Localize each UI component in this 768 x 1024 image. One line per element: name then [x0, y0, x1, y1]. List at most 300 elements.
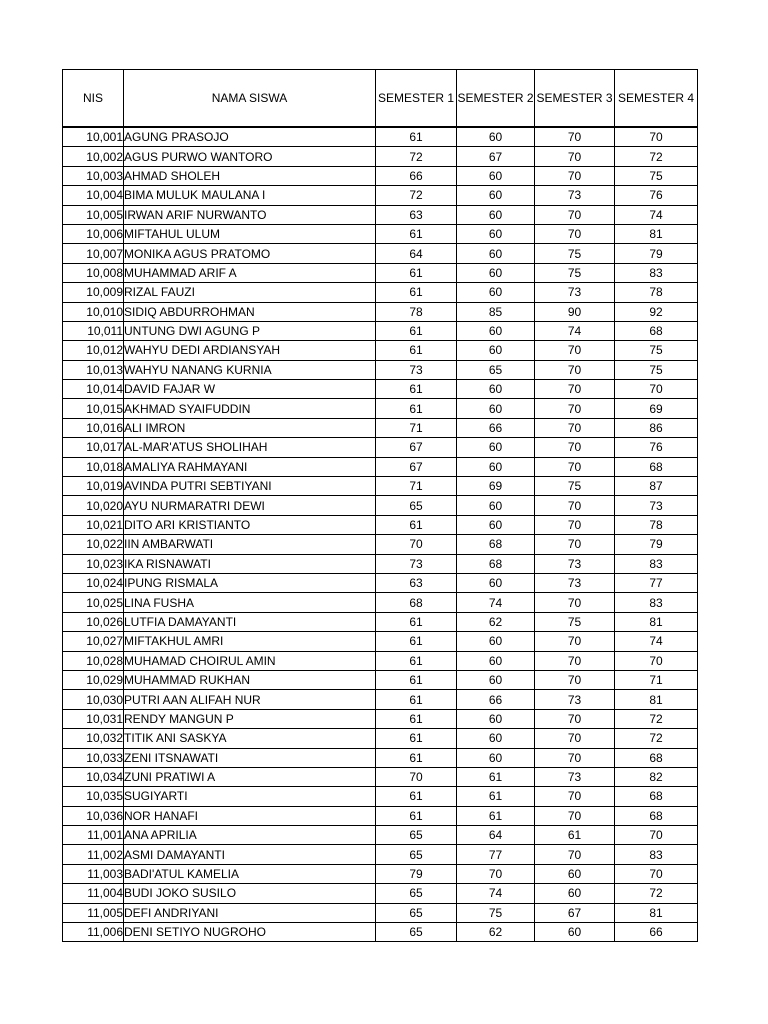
- table-row: [63, 593, 698, 612]
- cell-nis: 10,012: [63, 341, 124, 360]
- header-semester-1: SEMESTER 1: [376, 70, 457, 128]
- cell-semester-1: 61: [376, 729, 457, 748]
- table-row: [63, 186, 698, 205]
- cell-nis: 10,025: [63, 593, 124, 612]
- cell-nis: 10,009: [63, 283, 124, 302]
- cell-nama-siswa: AKHMAD SYAIFUDDIN: [124, 399, 376, 418]
- cell-semester-1: 61: [376, 670, 457, 689]
- cell-semester-2: 62: [457, 923, 535, 942]
- cell-nama-siswa: MUHAMMAD ARIF A: [124, 263, 376, 282]
- cell-nama-siswa: IRWAN ARIF NURWANTO: [124, 205, 376, 224]
- table-row: [63, 418, 698, 437]
- cell-nis: 11,005: [63, 903, 124, 922]
- cell-semester-4: 72: [615, 884, 698, 903]
- table-row: [63, 399, 698, 418]
- cell-nama-siswa: ZUNI PRATIWI A: [124, 767, 376, 786]
- cell-nama-siswa: ZENI ITSNAWATI: [124, 748, 376, 767]
- cell-semester-1: 64: [376, 244, 457, 263]
- cell-nama-siswa: ASMI DAMAYANTI: [124, 845, 376, 864]
- cell-semester-3: 60: [535, 864, 615, 883]
- cell-nama-siswa: MIFTAKHUL AMRI: [124, 632, 376, 651]
- cell-semester-4: 68: [615, 457, 698, 476]
- cell-semester-3: 70: [535, 457, 615, 476]
- cell-nama-siswa: RIZAL FAUZI: [124, 283, 376, 302]
- cell-semester-3: 75: [535, 477, 615, 496]
- cell-nis: 10,013: [63, 360, 124, 379]
- cell-semester-1: 79: [376, 864, 457, 883]
- cell-semester-4: 68: [615, 787, 698, 806]
- cell-semester-4: 82: [615, 767, 698, 786]
- cell-nama-siswa: AL-MAR'ATUS SHOLIHAH: [124, 438, 376, 457]
- cell-nis: 10,021: [63, 515, 124, 534]
- table-row: [63, 166, 698, 185]
- cell-semester-4: 66: [615, 923, 698, 942]
- cell-semester-1: 65: [376, 496, 457, 515]
- cell-semester-1: 73: [376, 360, 457, 379]
- cell-semester-3: 70: [535, 438, 615, 457]
- cell-semester-3: 67: [535, 903, 615, 922]
- cell-nis: 10,011: [63, 321, 124, 340]
- cell-nama-siswa: BIMA MULUK MAULANA I: [124, 186, 376, 205]
- cell-semester-3: 75: [535, 263, 615, 282]
- cell-semester-3: 70: [535, 341, 615, 360]
- cell-semester-1: 61: [376, 787, 457, 806]
- cell-semester-2: 74: [457, 884, 535, 903]
- cell-nama-siswa: WAHYU DEDI ARDIANSYAH: [124, 341, 376, 360]
- cell-semester-2: 61: [457, 787, 535, 806]
- student-grades-table: [62, 69, 698, 942]
- cell-semester-2: 62: [457, 612, 535, 631]
- table-row: [63, 321, 698, 340]
- cell-nama-siswa: SIDIQ ABDURROHMAN: [124, 302, 376, 321]
- cell-nis: 10,001: [63, 127, 124, 147]
- table-row: [63, 147, 698, 166]
- cell-nama-siswa: UNTUNG DWI AGUNG P: [124, 321, 376, 340]
- cell-semester-4: 68: [615, 321, 698, 340]
- cell-nis: 10,027: [63, 632, 124, 651]
- cell-semester-3: 70: [535, 651, 615, 670]
- cell-nama-siswa: BADI'ATUL KAMELIA: [124, 864, 376, 883]
- cell-semester-1: 66: [376, 166, 457, 185]
- cell-semester-4: 72: [615, 147, 698, 166]
- cell-semester-1: 67: [376, 438, 457, 457]
- table-row: [63, 903, 698, 922]
- table-row: [63, 127, 698, 147]
- cell-nis: 10,004: [63, 186, 124, 205]
- cell-semester-3: 70: [535, 496, 615, 515]
- table-row: [63, 341, 698, 360]
- cell-semester-1: 61: [376, 127, 457, 147]
- cell-semester-1: 61: [376, 709, 457, 728]
- cell-semester-3: 70: [535, 166, 615, 185]
- cell-semester-1: 63: [376, 205, 457, 224]
- cell-nis: 10,008: [63, 263, 124, 282]
- cell-semester-2: 60: [457, 573, 535, 592]
- table-row: [63, 380, 698, 399]
- cell-semester-4: 77: [615, 573, 698, 592]
- cell-semester-1: 72: [376, 186, 457, 205]
- cell-semester-3: 70: [535, 593, 615, 612]
- cell-nis: 10,010: [63, 302, 124, 321]
- cell-semester-1: 65: [376, 923, 457, 942]
- cell-nama-siswa: AMALIYA RAHMAYANI: [124, 457, 376, 476]
- cell-semester-3: 70: [535, 709, 615, 728]
- cell-nama-siswa: MIFTAHUL ULUM: [124, 224, 376, 243]
- cell-nama-siswa: ALI IMRON: [124, 418, 376, 437]
- cell-semester-2: 60: [457, 380, 535, 399]
- cell-semester-1: 61: [376, 321, 457, 340]
- cell-nis: 10,030: [63, 690, 124, 709]
- cell-semester-1: 68: [376, 593, 457, 612]
- cell-semester-2: 60: [457, 709, 535, 728]
- table-row: [63, 263, 698, 282]
- header-row: [63, 70, 698, 128]
- cell-semester-3: 90: [535, 302, 615, 321]
- cell-nama-siswa: DEFI ANDRIYANI: [124, 903, 376, 922]
- cell-nama-siswa: BUDI JOKO SUSILO: [124, 884, 376, 903]
- cell-semester-2: 60: [457, 748, 535, 767]
- cell-semester-2: 75: [457, 903, 535, 922]
- cell-semester-2: 60: [457, 205, 535, 224]
- cell-nama-siswa: MUHAMAD CHOIRUL AMIN: [124, 651, 376, 670]
- cell-semester-4: 92: [615, 302, 698, 321]
- table-row: [63, 224, 698, 243]
- table-row: [63, 554, 698, 573]
- cell-nis: 10,019: [63, 477, 124, 496]
- cell-semester-3: 70: [535, 224, 615, 243]
- cell-semester-4: 70: [615, 864, 698, 883]
- cell-semester-1: 61: [376, 651, 457, 670]
- cell-nis: 10,033: [63, 748, 124, 767]
- cell-nis: 10,005: [63, 205, 124, 224]
- cell-nama-siswa: ANA APRILIA: [124, 826, 376, 845]
- cell-semester-2: 61: [457, 767, 535, 786]
- cell-semester-3: 60: [535, 923, 615, 942]
- cell-semester-2: 60: [457, 496, 535, 515]
- table-row: [63, 205, 698, 224]
- cell-nis: 10,002: [63, 147, 124, 166]
- cell-semester-4: 70: [615, 380, 698, 399]
- cell-semester-2: 60: [457, 438, 535, 457]
- header-semester-4: SEMESTER 4: [615, 70, 698, 128]
- cell-semester-2: 60: [457, 341, 535, 360]
- table-row: [63, 748, 698, 767]
- table-row: [63, 806, 698, 825]
- table-row: [63, 709, 698, 728]
- cell-semester-3: 70: [535, 632, 615, 651]
- cell-nama-siswa: MUHAMMAD RUKHAN: [124, 670, 376, 689]
- cell-semester-3: 73: [535, 573, 615, 592]
- cell-semester-4: 78: [615, 515, 698, 534]
- cell-semester-1: 72: [376, 147, 457, 166]
- cell-semester-4: 68: [615, 748, 698, 767]
- table-row: [63, 651, 698, 670]
- cell-semester-3: 70: [535, 535, 615, 554]
- cell-semester-1: 61: [376, 283, 457, 302]
- cell-nis: 10,026: [63, 612, 124, 631]
- cell-semester-1: 65: [376, 884, 457, 903]
- cell-nis: 10,036: [63, 806, 124, 825]
- cell-semester-3: 70: [535, 380, 615, 399]
- cell-semester-4: 75: [615, 360, 698, 379]
- cell-semester-3: 73: [535, 186, 615, 205]
- cell-semester-2: 68: [457, 535, 535, 554]
- cell-semester-4: 69: [615, 399, 698, 418]
- cell-semester-2: 69: [457, 477, 535, 496]
- cell-nama-siswa: AHMAD SHOLEH: [124, 166, 376, 185]
- cell-nama-siswa: WAHYU NANANG KURNIA: [124, 360, 376, 379]
- table-header: [63, 70, 698, 128]
- cell-semester-1: 78: [376, 302, 457, 321]
- cell-semester-2: 60: [457, 651, 535, 670]
- table-row: [63, 923, 698, 942]
- cell-semester-2: 60: [457, 399, 535, 418]
- cell-semester-2: 60: [457, 457, 535, 476]
- cell-nama-siswa: LINA FUSHA: [124, 593, 376, 612]
- cell-nama-siswa: DITO ARI KRISTIANTO: [124, 515, 376, 534]
- cell-semester-3: 70: [535, 418, 615, 437]
- cell-semester-2: 61: [457, 806, 535, 825]
- cell-nama-siswa: AVINDA PUTRI SEBTIYANI: [124, 477, 376, 496]
- cell-semester-4: 79: [615, 535, 698, 554]
- cell-nama-siswa: AGUS PURWO WANTORO: [124, 147, 376, 166]
- cell-semester-4: 70: [615, 826, 698, 845]
- cell-nama-siswa: PUTRI AAN ALIFAH NUR: [124, 690, 376, 709]
- cell-semester-1: 61: [376, 380, 457, 399]
- cell-nis: 10,034: [63, 767, 124, 786]
- cell-nis: 11,003: [63, 864, 124, 883]
- cell-nama-siswa: SUGIYARTI: [124, 787, 376, 806]
- cell-nis: 10,017: [63, 438, 124, 457]
- cell-nama-siswa: NOR HANAFI: [124, 806, 376, 825]
- cell-semester-2: 85: [457, 302, 535, 321]
- cell-semester-4: 71: [615, 670, 698, 689]
- cell-semester-1: 61: [376, 263, 457, 282]
- cell-semester-2: 60: [457, 166, 535, 185]
- table-row: [63, 477, 698, 496]
- cell-semester-4: 74: [615, 632, 698, 651]
- cell-semester-4: 72: [615, 709, 698, 728]
- cell-semester-2: 60: [457, 632, 535, 651]
- cell-semester-2: 60: [457, 515, 535, 534]
- cell-semester-2: 66: [457, 690, 535, 709]
- cell-nis: 10,029: [63, 670, 124, 689]
- cell-semester-3: 70: [535, 787, 615, 806]
- cell-nama-siswa: AYU NURMARATRI DEWI: [124, 496, 376, 515]
- cell-nis: 11,002: [63, 845, 124, 864]
- header-nis: NIS: [63, 70, 124, 128]
- cell-semester-3: 70: [535, 748, 615, 767]
- cell-nama-siswa: RENDY MANGUN P: [124, 709, 376, 728]
- table-row: [63, 535, 698, 554]
- cell-semester-4: 87: [615, 477, 698, 496]
- cell-semester-4: 83: [615, 263, 698, 282]
- cell-semester-4: 72: [615, 729, 698, 748]
- cell-semester-1: 63: [376, 573, 457, 592]
- cell-nama-siswa: TITIK ANI SASKYA: [124, 729, 376, 748]
- cell-nama-siswa: IKA RISNAWATI: [124, 554, 376, 573]
- cell-semester-3: 70: [535, 360, 615, 379]
- cell-nama-siswa: MONIKA AGUS PRATOMO: [124, 244, 376, 263]
- table-row: [63, 360, 698, 379]
- cell-nis: 11,006: [63, 923, 124, 942]
- cell-semester-2: 65: [457, 360, 535, 379]
- cell-semester-4: 81: [615, 224, 698, 243]
- cell-semester-2: 66: [457, 418, 535, 437]
- cell-semester-4: 79: [615, 244, 698, 263]
- cell-semester-2: 67: [457, 147, 535, 166]
- cell-semester-1: 61: [376, 224, 457, 243]
- header-semester-2: SEMESTER 2: [457, 70, 535, 128]
- cell-semester-1: 65: [376, 903, 457, 922]
- table-row: [63, 573, 698, 592]
- cell-semester-4: 81: [615, 903, 698, 922]
- table-row: [63, 884, 698, 903]
- cell-semester-1: 61: [376, 806, 457, 825]
- cell-semester-2: 68: [457, 554, 535, 573]
- cell-semester-1: 65: [376, 826, 457, 845]
- cell-nis: 10,031: [63, 709, 124, 728]
- header-nama-siswa: NAMA SISWA: [124, 70, 376, 128]
- cell-nama-siswa: IPUNG RISMALA: [124, 573, 376, 592]
- cell-semester-3: 73: [535, 767, 615, 786]
- cell-semester-4: 75: [615, 341, 698, 360]
- cell-semester-3: 70: [535, 147, 615, 166]
- table-row: [63, 826, 698, 845]
- cell-nis: 10,018: [63, 457, 124, 476]
- cell-semester-3: 70: [535, 515, 615, 534]
- cell-semester-1: 61: [376, 690, 457, 709]
- cell-semester-2: 60: [457, 321, 535, 340]
- table-row: [63, 457, 698, 476]
- cell-semester-1: 65: [376, 845, 457, 864]
- cell-semester-3: 70: [535, 806, 615, 825]
- cell-semester-4: 83: [615, 845, 698, 864]
- cell-nama-siswa: AGUNG PRASOJO: [124, 127, 376, 147]
- cell-nis: 10,014: [63, 380, 124, 399]
- cell-semester-1: 70: [376, 535, 457, 554]
- cell-semester-3: 75: [535, 244, 615, 263]
- cell-nis: 10,006: [63, 224, 124, 243]
- cell-semester-1: 61: [376, 341, 457, 360]
- cell-semester-3: 73: [535, 690, 615, 709]
- cell-semester-1: 71: [376, 477, 457, 496]
- cell-nis: 11,004: [63, 884, 124, 903]
- cell-semester-2: 60: [457, 729, 535, 748]
- cell-semester-2: 60: [457, 263, 535, 282]
- table-row: [63, 302, 698, 321]
- cell-nama-siswa: DAVID FAJAR W: [124, 380, 376, 399]
- table-row: [63, 767, 698, 786]
- cell-nis: 11,001: [63, 826, 124, 845]
- table-row: [63, 787, 698, 806]
- cell-semester-4: 68: [615, 806, 698, 825]
- table-row: [63, 244, 698, 263]
- cell-nis: 10,035: [63, 787, 124, 806]
- cell-semester-3: 70: [535, 127, 615, 147]
- cell-semester-1: 71: [376, 418, 457, 437]
- table-row: [63, 729, 698, 748]
- cell-semester-3: 70: [535, 399, 615, 418]
- cell-semester-3: 61: [535, 826, 615, 845]
- cell-semester-1: 61: [376, 612, 457, 631]
- table-row: [63, 438, 698, 457]
- cell-semester-4: 81: [615, 612, 698, 631]
- cell-semester-2: 60: [457, 244, 535, 263]
- cell-semester-4: 81: [615, 690, 698, 709]
- cell-semester-2: 77: [457, 845, 535, 864]
- cell-nis: 10,020: [63, 496, 124, 515]
- cell-nis: 10,023: [63, 554, 124, 573]
- cell-nis: 10,024: [63, 573, 124, 592]
- table-row: [63, 845, 698, 864]
- cell-semester-2: 60: [457, 283, 535, 302]
- cell-semester-1: 70: [376, 767, 457, 786]
- cell-nis: 10,015: [63, 399, 124, 418]
- cell-nis: 10,022: [63, 535, 124, 554]
- cell-semester-1: 61: [376, 399, 457, 418]
- cell-semester-3: 70: [535, 670, 615, 689]
- cell-semester-2: 60: [457, 127, 535, 147]
- cell-semester-4: 76: [615, 186, 698, 205]
- cell-semester-4: 83: [615, 593, 698, 612]
- table-row: [63, 632, 698, 651]
- cell-nis: 10,032: [63, 729, 124, 748]
- cell-nama-siswa: IIN AMBARWATI: [124, 535, 376, 554]
- table-row: [63, 690, 698, 709]
- cell-nis: 10,028: [63, 651, 124, 670]
- cell-semester-3: 70: [535, 845, 615, 864]
- table-row: [63, 670, 698, 689]
- cell-semester-3: 73: [535, 554, 615, 573]
- table-row: [63, 612, 698, 631]
- cell-semester-3: 70: [535, 205, 615, 224]
- cell-semester-2: 64: [457, 826, 535, 845]
- table-body: [63, 127, 698, 942]
- cell-semester-1: 61: [376, 632, 457, 651]
- table-row: [63, 515, 698, 534]
- cell-semester-3: 74: [535, 321, 615, 340]
- cell-nama-siswa: DENI SETIYO NUGROHO: [124, 923, 376, 942]
- cell-semester-4: 78: [615, 283, 698, 302]
- cell-semester-1: 67: [376, 457, 457, 476]
- cell-semester-2: 70: [457, 864, 535, 883]
- cell-semester-1: 61: [376, 748, 457, 767]
- cell-semester-4: 70: [615, 127, 698, 147]
- cell-semester-4: 83: [615, 554, 698, 573]
- cell-semester-1: 73: [376, 554, 457, 573]
- cell-semester-4: 70: [615, 651, 698, 670]
- cell-nis: 10,007: [63, 244, 124, 263]
- cell-semester-4: 73: [615, 496, 698, 515]
- cell-nis: 10,003: [63, 166, 124, 185]
- cell-semester-2: 60: [457, 224, 535, 243]
- cell-semester-3: 73: [535, 283, 615, 302]
- cell-semester-4: 74: [615, 205, 698, 224]
- table-row: [63, 864, 698, 883]
- cell-nama-siswa: LUTFIA DAMAYANTI: [124, 612, 376, 631]
- cell-semester-4: 86: [615, 418, 698, 437]
- cell-semester-2: 60: [457, 186, 535, 205]
- cell-semester-4: 76: [615, 438, 698, 457]
- cell-semester-3: 60: [535, 884, 615, 903]
- cell-semester-1: 61: [376, 515, 457, 534]
- table-row: [63, 496, 698, 515]
- cell-nis: 10,016: [63, 418, 124, 437]
- cell-semester-3: 75: [535, 612, 615, 631]
- header-semester-3: SEMESTER 3: [535, 70, 615, 128]
- cell-semester-3: 70: [535, 729, 615, 748]
